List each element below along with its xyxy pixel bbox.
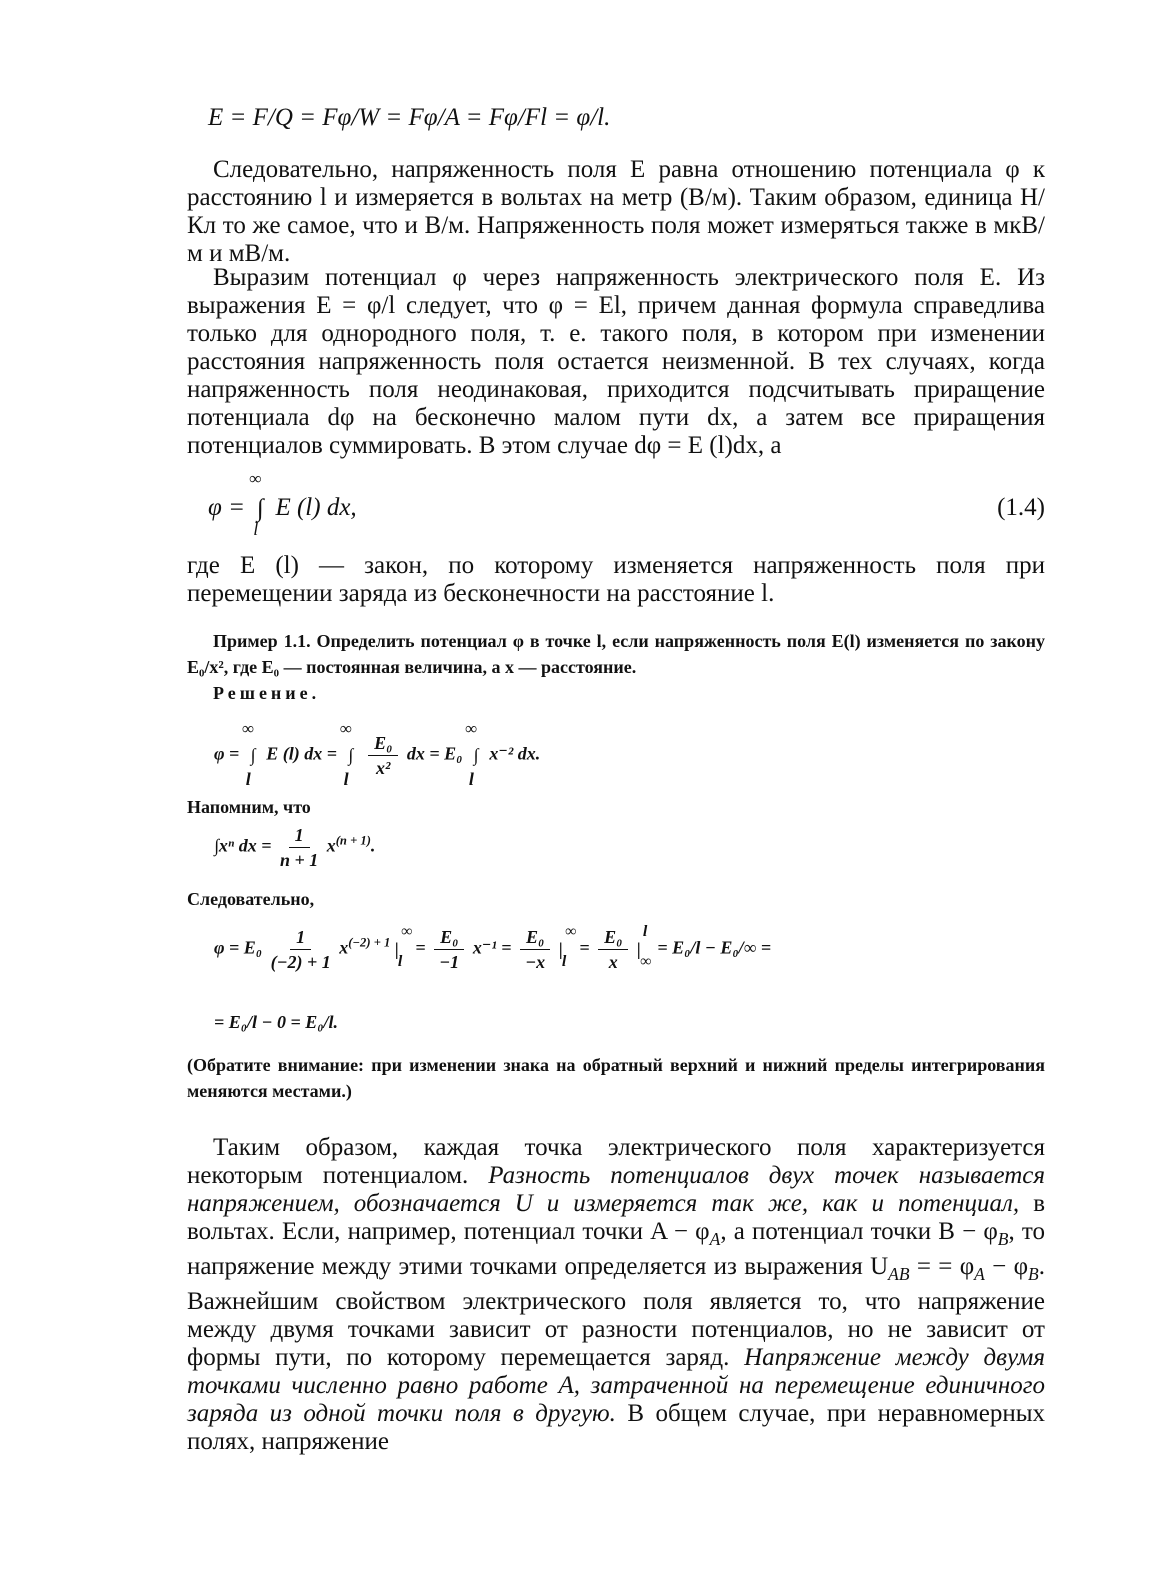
power-rule-formula [214, 824, 1072, 871]
lf-x: x [339, 937, 349, 958]
p4-voltage-definition: Напряжение между двумя точками численно равно работе A, затраченной на перемещение единичного заряда из одной точки поля в другую. [187, 1344, 1045, 1427]
eq14-body: E (l) dx, [275, 494, 357, 521]
sol-int1-lower: l [245, 769, 251, 789]
example-1-1 [187, 628, 1045, 706]
integral-icon: ∫ [473, 745, 479, 765]
paragraph-1 [187, 156, 1045, 268]
lf-lim2-bot: l [561, 953, 567, 970]
power-end: . [370, 835, 376, 856]
equation-number: (1.4) [997, 494, 1045, 521]
p4-sub-a-2: A [974, 1264, 985, 1284]
lf-limits-2 [558, 923, 577, 970]
p4-part4: , а потенциал точки B − φ [720, 1218, 998, 1245]
p4-sub-b: B [997, 1229, 1009, 1249]
example-statement [187, 628, 1045, 680]
note-text: (Обратите внимание: при изменении знака на обратный верхний и нижний пределы интегрирования меняются местами.) [187, 1055, 1045, 1101]
p4-part10: В общем случае, при неравномерных полях, напряжение [187, 1400, 1045, 1455]
lf-frac2-den: −1 [439, 952, 460, 972]
example-text: Определить потенциал φ в точке l, если напряженность поля E(l) изменяется по закону E₀/x², где E₀ — постоянная величина, а x — расстояние. [187, 631, 1045, 677]
sol-frac-den: x² [376, 758, 391, 778]
sol-integral-3 [464, 719, 485, 789]
remind-line [187, 794, 1045, 820]
lf-frac-4 [598, 926, 628, 973]
eq14-upper-limit: ∞ [249, 469, 262, 489]
power-frac-den: n + 1 [279, 850, 319, 870]
p4-part5: , то напряжение между этими точками определяется из выражения U [187, 1218, 1045, 1280]
p4-part8: . Важнейшим свойством электрического поля является то, что напряжение между двумя точками зависит от разности потенциалов, но не зависит от формы пути, по которому перемещается заряд. [187, 1253, 1045, 1371]
paragraph-4-text [187, 1134, 1045, 1456]
sol-int3-lower: l [468, 769, 474, 789]
lf-frac1-den: (−2) + 1 [270, 952, 331, 972]
lf-frac4-num: E₀ [598, 926, 628, 950]
sol-part3: x⁻² dx. [489, 743, 541, 764]
lf-tail: = E₀/l − E₀/∞ = [657, 937, 772, 958]
equation-1-4 [208, 469, 1045, 542]
paragraph-3 [187, 552, 1045, 608]
sol-int1-upper: ∞ [241, 719, 254, 738]
p4-definition: Разность потенциалов двух точек называется напряжением, обозначается U и измеряется так же, как и потенциал, [187, 1162, 1045, 1217]
paragraph-2-text: Выразим потенциал φ через напряженность электрического поля E. Из выражения E = φ/l следует, что φ = El, причем данная формула справедлива только для однородного поля, т. е. такого поля, в котором при изменении расстояния напряженность поля остается неизменной. В тех случаях, когда напряженность поля неодинаковая, приходится подсчитывать приращение потенциала dφ на бесконечно малом пути dx, а затем все приращения потенциалов суммировать. В этом случае dφ = E (l)dx, а [187, 264, 1045, 459]
paragraph-3-text: где E (l) — закон, по которому изменяется напряженность поля при перемещении заряда из бесконечности на расстояние l. [187, 552, 1045, 607]
integral-icon: ∫ [250, 745, 256, 765]
lf-eq-2: = [501, 937, 512, 958]
power-frac-num: 1 [289, 824, 310, 848]
power-fraction [280, 824, 318, 871]
lf-lim3-bot: ∞ [639, 953, 652, 970]
p4-part6: = = φ [909, 1253, 975, 1280]
lf-frac3-den: −x [525, 952, 546, 972]
sol-part2: dx = E₀ [406, 743, 467, 764]
p4-part1: Таким образом, каждая точка электрического поля характеризуется некоторым потенциалом. [187, 1134, 1045, 1189]
sol-int3-upper: ∞ [464, 719, 478, 738]
example-solution-label: Решение. [213, 683, 321, 703]
power-lhs: ∫xⁿ dx = [214, 835, 276, 856]
lf-lim3-bar: | [636, 939, 641, 959]
eq14-lower-limit: l [253, 519, 259, 540]
paragraph-4 [187, 1134, 1045, 1456]
lf-frac1-num: 1 [290, 926, 311, 950]
therefore-line [187, 886, 1045, 912]
solution-formula [214, 719, 1072, 789]
example-note [187, 1052, 1045, 1104]
lf-limits-3 [636, 923, 653, 970]
lf-frac-2 [434, 926, 464, 973]
lf-eq-1: = [415, 937, 426, 958]
sol-frac-num: E₀ [368, 732, 398, 756]
sol-integral-1 [241, 719, 262, 789]
continuation-formula [214, 1012, 1072, 1033]
lf-frac2-num: E₀ [434, 926, 464, 950]
lf-frac-3 [520, 926, 550, 973]
cont-formula-text: = E₀/l − 0 = E₀/l. [214, 1012, 338, 1032]
p4-sub-ab: AB [888, 1264, 910, 1284]
example-label: Пример 1.1. [213, 631, 311, 651]
long-formula [214, 923, 1072, 973]
lf-limits-1 [394, 923, 413, 970]
lf-lim2-top: ∞ [564, 923, 577, 940]
sol-int2-upper: ∞ [339, 719, 352, 738]
lf-lim1-bot: l [397, 953, 403, 970]
power-exponent: (n + 1) [335, 833, 371, 848]
therefore-text: Следовательно, [187, 889, 315, 909]
lf-frac-1 [271, 926, 331, 973]
power-rhs: x [326, 835, 336, 856]
paragraph-2 [187, 264, 1045, 460]
formula-field-strength [208, 104, 1066, 132]
lf-lim3-top: l [642, 923, 648, 940]
p4-sub-a: A [709, 1229, 721, 1249]
remind-text: Напомним, что [187, 797, 311, 817]
eq14-integral [249, 469, 269, 540]
sol-integral-2 [339, 719, 360, 789]
eq14-lhs: φ = [208, 494, 252, 521]
sol-part1: E (l) dx = [266, 743, 342, 764]
integral-icon: ∫ [348, 745, 354, 765]
lf-lim1-top: ∞ [400, 923, 413, 940]
p4-part3: в вольтах. Если, например, потенциал точки A − φ [187, 1190, 1045, 1245]
paragraph-1-text: Следовательно, напряженность поля E равна отношению потенциала φ к расстоянию l и измеряется в вольтах на метр (В/м). Таким образом, единица Н/Кл то же самое, что и В/м. Напряженность поля может измеряться также в мкВ/м и мВ/м. [187, 156, 1045, 267]
lf-lhs: φ = E₀ [214, 937, 263, 958]
p4-sub-b-2: B [1028, 1264, 1039, 1284]
integral-icon: ∫ [256, 495, 264, 523]
lf-eq-3: = [579, 937, 590, 958]
p4-part7: − φ [984, 1253, 1029, 1280]
lf-frac3-num: E₀ [520, 926, 550, 950]
lf-lim1-bar: | [394, 939, 399, 959]
sol-int2-lower: l [343, 769, 349, 789]
lf-frac4-den: x [608, 952, 618, 972]
lf-xm1: x⁻¹ [472, 937, 497, 958]
sol-lhs: φ = [214, 743, 244, 764]
lf-x-exp: (−2) + 1 [348, 935, 391, 950]
formula-field-strength-text: E = F/Q = Fφ/W = Fφ/A = Fφ/Fl = φ/l. [208, 104, 611, 131]
lf-lim2-bar: | [558, 939, 563, 959]
sol-fraction [368, 732, 398, 779]
